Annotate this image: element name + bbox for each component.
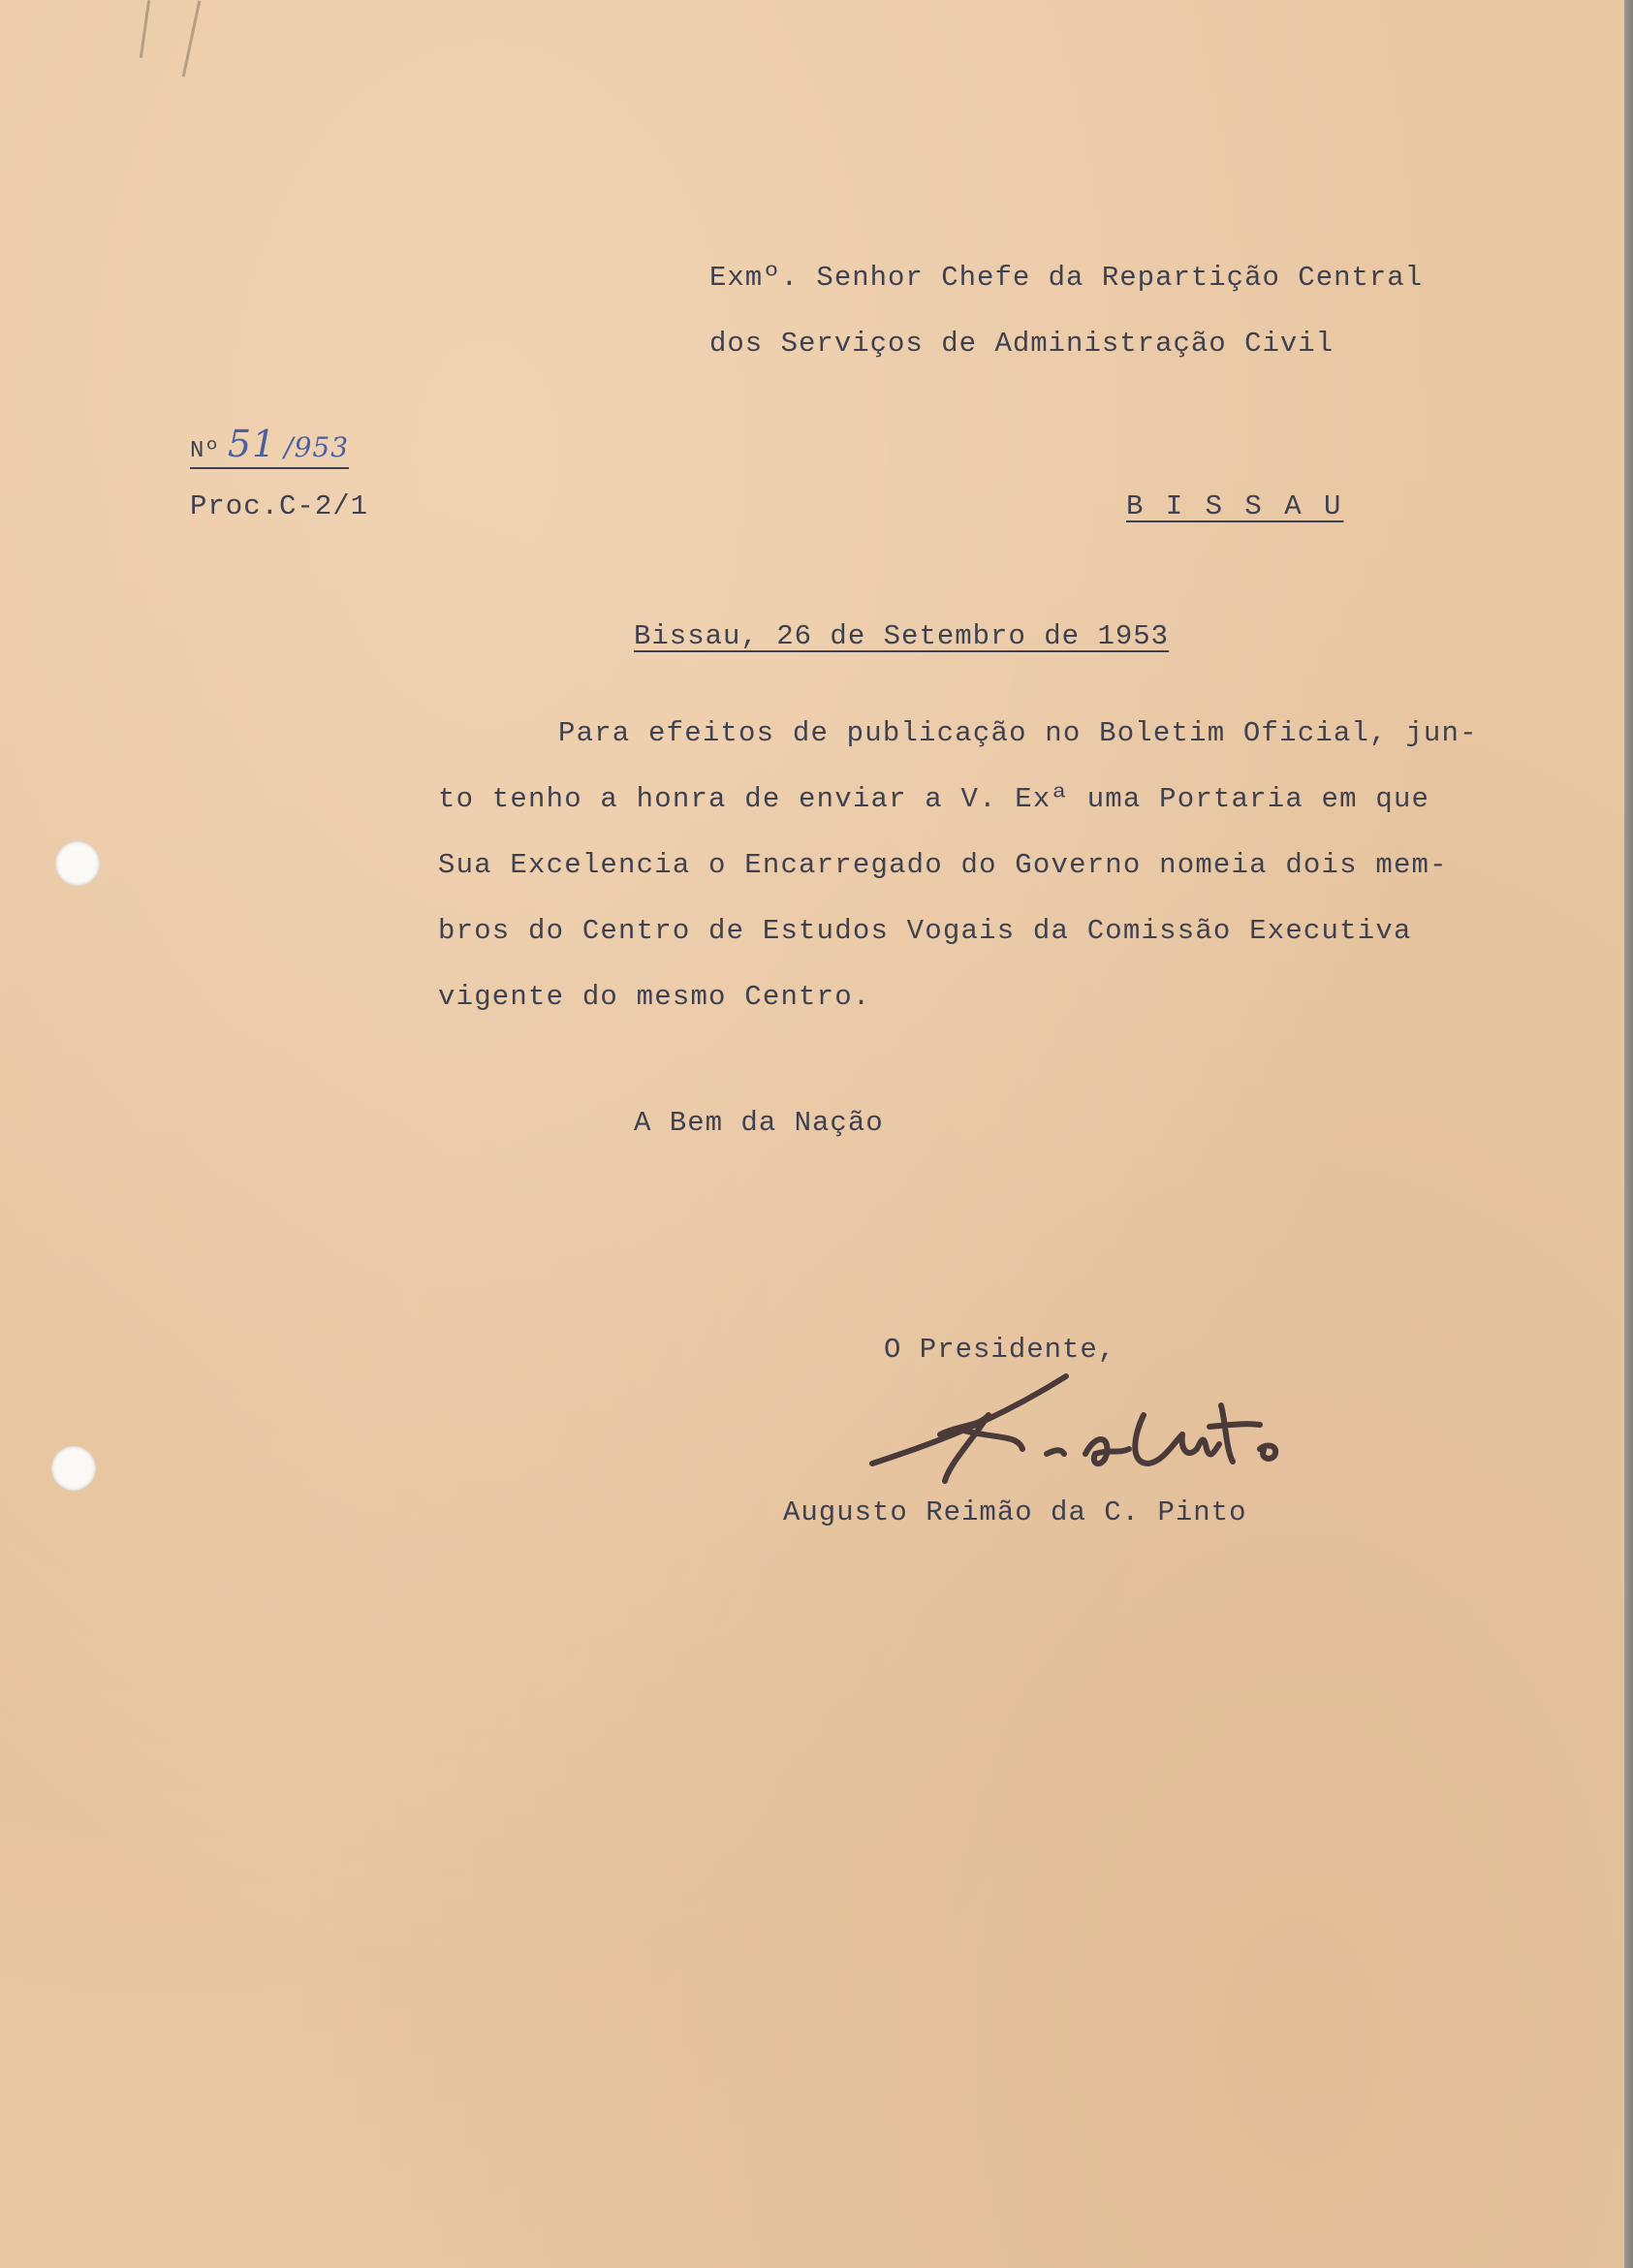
- date-line: Bissau, 26 de Setembro de 1953: [634, 620, 1170, 652]
- body-line: Para efeitos de publicação no Boletim Oficial, jun-: [558, 717, 1478, 749]
- punch-hole: [51, 1446, 96, 1491]
- page-edge: [1624, 0, 1633, 2268]
- addressee-line-1: Exmº. Senhor Chefe da Repartição Central: [709, 262, 1424, 294]
- number-prefix: Nº: [190, 438, 220, 464]
- body-line: bros do Centro de Estudos Vogais da Comissão Executiva: [438, 915, 1412, 947]
- number-year: /953: [284, 431, 350, 463]
- addressee-line-2: dos Serviços de Administração Civil: [709, 328, 1335, 360]
- number-handwritten: 51: [227, 423, 277, 465]
- body-line: vigente do mesmo Centro.: [438, 981, 871, 1013]
- pencil-mark: [140, 0, 150, 58]
- body-line: to tenho a honra de enviar a V. Exª uma Portaria em que: [438, 783, 1430, 815]
- city-heading: B I S S A U: [1126, 490, 1344, 522]
- signature-title: O Presidente,: [884, 1334, 1116, 1366]
- punch-hole: [55, 841, 100, 886]
- body-line: Sua Excelencia o Encarregado do Governo nomeia dois mem-: [438, 849, 1448, 881]
- process-reference: Proc.C-2/1: [190, 490, 369, 522]
- document-number: [190, 423, 349, 469]
- pencil-mark: [182, 1, 202, 78]
- closing-phrase: A Bem da Nação: [634, 1107, 884, 1139]
- handwritten-signature: [853, 1357, 1318, 1493]
- signatory-name: Augusto Reimão da C. Pinto: [783, 1496, 1247, 1528]
